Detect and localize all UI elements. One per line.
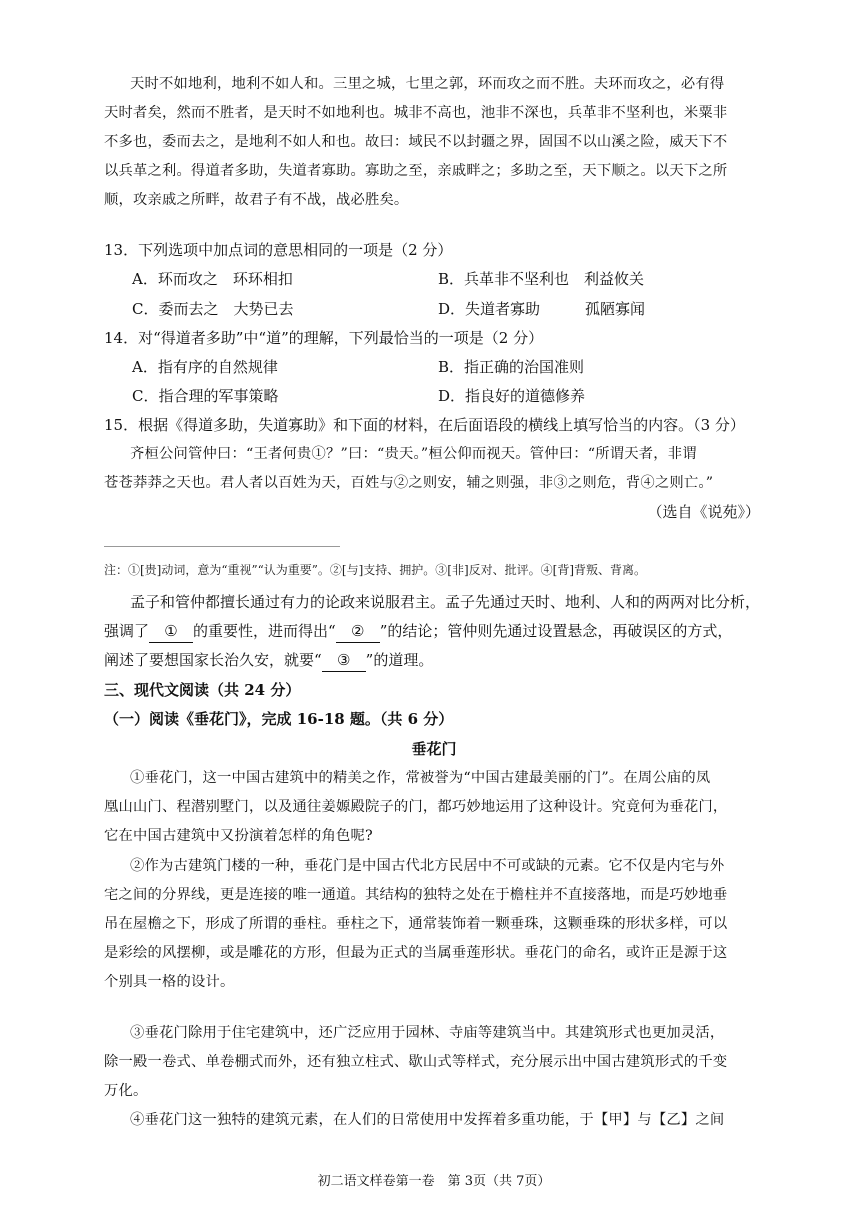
question-14-stem: 14．对“得道者多助”中“道”的理解，下列最恰当的一项是（2 分）	[104, 329, 544, 347]
article-line-2: 凰山山门、程潜别墅门，以及通往姜嫄殿院子的门，都巧妙地运用了这种设计。究竟何为垂花门，	[104, 799, 728, 815]
q13-option-d: D．失道者寡助 孤陋寡闻	[438, 300, 646, 318]
article-line-12: ④垂花门这一独特的建筑元素，在人们的日常使用中发挥着多重功能，于【甲】与【乙】之间	[130, 1112, 725, 1128]
article-line-1: ①垂花门，这一中国古建筑中的精美之作，常被誉为“中国古建最美丽的门”。在周公庙的凤	[130, 770, 711, 786]
q15-paragraph-line-2	[104, 617, 768, 646]
article-line-5: 宅之间的分界线，更是连接的唯一通道。其结构的独特之处在于檐柱并不直接落地，而是巧妙地垂	[104, 887, 728, 903]
q15-paragraph-line-1: 孟子和管仲都擅长通过有力的论政来说服君主。孟子先通过天时、地利、人和的两两对比分析，	[130, 593, 761, 611]
passage-line-4: 以兵革之利。得道者多助，失道者寡助。寡助之至，亲戚畔之；多助之至，天下顺之。以天下之所	[104, 163, 728, 179]
q15-text-4: 阐述了要想国家长治久安，就要“	[104, 651, 322, 669]
article-line-6: 吊在屋檐之下，形成了所谓的垂柱。垂柱之下，通常装饰着一颗垂珠，这颗垂珠的形状多样，可以	[104, 916, 728, 932]
q15-text-1: 强调了	[104, 622, 150, 640]
article-line-9: ③垂花门除用于住宅建筑中，还广泛应用于园林、寺庙等建筑当中。其建筑形式也更加灵活，	[130, 1025, 725, 1041]
q14-option-a: A．指有序的自然规律	[132, 358, 278, 376]
footnote-divider	[104, 546, 340, 547]
question-15-stem: 15．根据《得道多助，失道寡助》和下面的材料，在后面语段的横线上填写恰当的内容。（3 分）	[104, 416, 745, 434]
article-title: 垂花门	[411, 740, 457, 758]
q13-option-c: C．委而去之 大势已去	[132, 300, 294, 318]
passage-line-3: 不多也，委而去之，是地利不如人和也。故曰：域民不以封疆之界，固国不以山溪之险，威天下不	[104, 134, 728, 150]
q14-option-d: D．指良好的道德修养	[438, 387, 586, 405]
q15-source: （选自《说苑》）	[647, 503, 760, 521]
q15-material-line-2: 苍苍莽莽之天也。君人者以百姓为天，百姓与②之则安，辅之则强，非③之则危，背④之则亡。”	[104, 475, 714, 491]
q15-text-2: 的重要性，进而得出“	[193, 622, 336, 640]
q15-text-3: ”的结论；管仲则先通过设置悬念，再破误区的方式，	[379, 622, 733, 640]
page-footer: 初二语文样卷第一卷 第 3页（共 7页）	[317, 1174, 551, 1189]
answer-blank-2[interactable]: ②	[336, 620, 380, 643]
q15-material-line-1: 齐桓公问管仲曰：“王者何贵①？”曰：“贵天。”桓公仰而视天。管仲曰：“所谓天者，非谓	[130, 446, 697, 462]
q15-text-5: ”的道理。	[365, 651, 434, 669]
q15-paragraph-line-3	[104, 646, 768, 675]
q13-option-b: B．兵革非不坚利也 利益攸关	[438, 270, 645, 288]
passage-line-2: 天时者矣，然而不胜者，是天时不如地利也。城非不高也，池非不深也，兵革非不坚利也，米粟非	[104, 105, 728, 121]
q13-option-a: A．环而攻之 环环相扣	[132, 270, 293, 288]
answer-blank-3[interactable]: ③	[322, 649, 366, 672]
q14-option-b: B．指正确的治国准则	[438, 358, 585, 376]
article-line-7: 是彩绘的风摆柳，或是雕花的方形，但最为正式的当属垂莲形状。垂花门的命名，或许正是源于这	[104, 945, 728, 961]
article-line-10: 除一殿一卷式、单卷棚式而外，还有独立柱式、歇山式等样式，充分展示出中国古建筑形式的千变	[104, 1054, 728, 1070]
section-3-heading: 三、现代文阅读（共 24 分）	[104, 681, 301, 699]
article-line-11: 万化。	[104, 1083, 148, 1099]
q15-footnote: 注：①[贵]动词，意为“重视”“认为重要”。②[与]支持、拥护。③[非]反对、批评。④[背]背叛、背离。	[104, 563, 646, 577]
question-13-stem: 13．下列选项中加点词的意思相同的一项是（2 分）	[104, 241, 453, 259]
answer-blank-1[interactable]: ①	[149, 620, 193, 643]
passage-line-5: 顺，攻亲戚之所畔，故君子有不战，战必胜矣。	[104, 192, 409, 208]
article-line-3: 它在中国古建筑中又扮演着怎样的角色呢?	[104, 828, 373, 844]
part-1-heading: （一）阅读《垂花门》，完成 16-18 题。（共 6 分）	[104, 710, 454, 728]
passage-line-1: 天时不如地利，地利不如人和。三里之城，七里之郭，环而攻之而不胜。夫环而攻之，必有得	[130, 76, 725, 92]
article-line-8: 个别具一格的设计。	[104, 974, 235, 990]
article-line-4: ②作为古建筑门楼的一种，垂花门是中国古代北方民居中不可或缺的元素。它不仅是内宅与外	[130, 858, 725, 874]
q14-option-c: C．指合理的军事策略	[132, 387, 279, 405]
